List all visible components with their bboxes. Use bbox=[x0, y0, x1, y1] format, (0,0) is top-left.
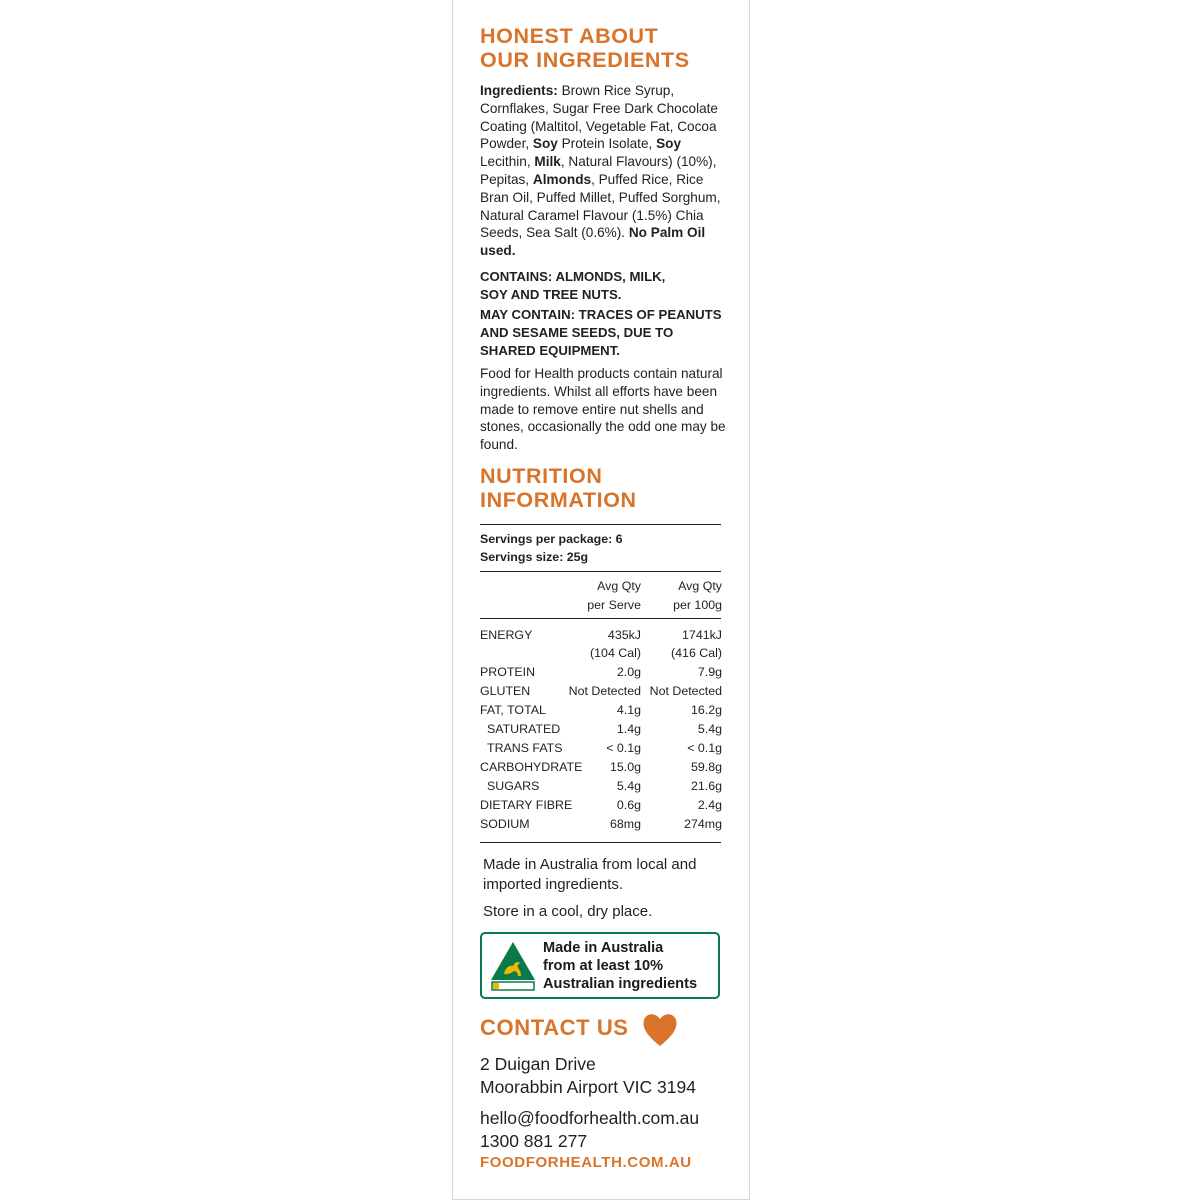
ingredient-text: Lecithin, bbox=[480, 154, 535, 170]
divider bbox=[480, 571, 721, 572]
ingredients-heading-line1: HONEST ABOUT bbox=[480, 24, 659, 48]
nutrient-name: PROTEIN bbox=[480, 665, 536, 679]
nutrient-per-serve: 4.1g bbox=[616, 703, 641, 717]
ingredient-bold-term: Ingredients: bbox=[480, 83, 558, 98]
nutrient-name: DIETARY FIBRE bbox=[480, 798, 573, 812]
ingredient-bold-term: Soy bbox=[532, 136, 558, 152]
phone-number[interactable]: 1300 881 277 bbox=[480, 1131, 588, 1151]
nutrition-heading-line1: NUTRITION bbox=[480, 464, 603, 488]
ingredient-bold-term: No Palm Oil used. bbox=[480, 225, 706, 259]
address-line2: Moorabbin Airport VIC 3194 bbox=[480, 1077, 696, 1097]
label-panel bbox=[452, 0, 750, 1200]
nutrient-name: ENERGY bbox=[480, 628, 533, 642]
nutrient-name: CARBOHYDRATE bbox=[480, 760, 583, 774]
nutrient-per-100g: 59.8g bbox=[690, 760, 722, 774]
nutrient-per-serve: 68mg bbox=[610, 817, 641, 831]
address-line1: 2 Duigan Drive bbox=[480, 1054, 596, 1074]
allergen-may-contain: MAY CONTAIN: TRACES OF PEANUTS AND SESAME SEEDS, DUE TO SHARED EQUIPMENT. bbox=[480, 307, 722, 358]
contact-heading: CONTACT US bbox=[480, 1015, 629, 1040]
nutrition-heading-line2: INFORMATION bbox=[480, 488, 637, 512]
ingredients-list bbox=[480, 82, 728, 260]
nutrient-per-100g: 2.4g bbox=[697, 798, 722, 812]
column-header-per-100g bbox=[673, 577, 722, 615]
address bbox=[480, 1053, 728, 1099]
nutrient-per-serve: 0.6g bbox=[616, 798, 641, 812]
contact-details bbox=[480, 1107, 728, 1153]
column-header-per-serve bbox=[587, 577, 641, 615]
nutrient-per-100g: 1741kJ bbox=[682, 628, 722, 642]
nutrient-per-100g: < 0.1g bbox=[687, 741, 722, 755]
nutrient-per-100g: Not Detected bbox=[649, 684, 722, 698]
serving-size: Servings size: 25g bbox=[480, 550, 589, 564]
kangaroo-triangle-icon bbox=[490, 940, 536, 992]
nutrient-name: SUGARS bbox=[487, 779, 540, 793]
ingredient-text: , Puffed Rice, Rice Bran Oil, Puffed Millet, Puffed Sorghum, Natural Caramel Flavour (1.5%) Chia Seeds, Sea Salt (0.6%). bbox=[480, 171, 721, 241]
contact-heading-row bbox=[480, 1016, 728, 1046]
nutrient-per-100g: 16.2g bbox=[690, 703, 722, 717]
nutrient-per-serve-cal: (104 Cal) bbox=[590, 646, 641, 660]
nutrient-per-serve: 5.4g bbox=[616, 779, 641, 793]
nutrition-heading bbox=[480, 464, 728, 512]
badge-text: Made in Australia from at least 10% Australian ingredients bbox=[543, 940, 698, 992]
email-link[interactable]: hello@foodforhealth.com.au bbox=[480, 1108, 700, 1128]
col-serve-line1: Avg Qty bbox=[597, 579, 641, 593]
nutrient-name: SODIUM bbox=[480, 817, 530, 831]
ingredient-bold-term: Soy bbox=[656, 136, 682, 152]
divider bbox=[480, 618, 721, 619]
nutrient-per-100g: 21.6g bbox=[690, 779, 722, 793]
servings-per-package: Servings per package: 6 bbox=[480, 532, 623, 546]
nutrient-per-serve: 2.0g bbox=[616, 665, 641, 679]
nutrient-per-serve: 1.4g bbox=[616, 722, 641, 736]
allergen-contains: CONTAINS: ALMONDS, MILK, SOY AND TREE NUTS. bbox=[480, 269, 666, 302]
made-in-australia-badge bbox=[480, 932, 720, 999]
nutrient-per-100g-cal: (416 Cal) bbox=[671, 646, 722, 660]
nutrient-per-100g: 5.4g bbox=[697, 722, 722, 736]
divider bbox=[480, 842, 721, 843]
col-100-line2: per 100g bbox=[673, 598, 722, 612]
nutrient-per-serve: 435kJ bbox=[607, 628, 641, 642]
nut-disclaimer: Food for Health products contain natural ingredients. Whilst all efforts have been made to remove entire nut shells and stones, occasionally the odd one may be found. bbox=[480, 366, 726, 453]
ingredients-heading bbox=[480, 24, 728, 72]
website-link[interactable]: FOODFORHEALTH.COM.AU bbox=[480, 1154, 692, 1171]
nutrient-per-serve: < 0.1g bbox=[606, 741, 641, 755]
storage-instructions: Store in a cool, dry place. bbox=[483, 903, 653, 920]
nutrient-per-serve: Not Detected bbox=[568, 684, 641, 698]
nutrient-per-100g: 7.9g bbox=[697, 665, 722, 679]
made-in-statement: Made in Australia from local and imported ingredients. bbox=[483, 856, 697, 893]
nutrient-per-serve: 15.0g bbox=[609, 760, 641, 774]
ingredients-heading-line2: OUR INGREDIENTS bbox=[480, 48, 690, 72]
nutrient-name: FAT, TOTAL bbox=[480, 703, 546, 717]
ingredient-text: , Natural Flavours) (10%), Pepitas, bbox=[480, 154, 717, 187]
heart-icon bbox=[640, 1009, 680, 1049]
nutrient-name: GLUTEN bbox=[480, 684, 531, 698]
divider bbox=[480, 524, 721, 525]
ingredient-bold-term: Almonds bbox=[532, 171, 592, 187]
ingredient-text: Brown Rice Syrup, Cornflakes, Sugar Free Dark Chocolate Coating (Maltitol, Vegetable Fat, Cocoa Powder, bbox=[480, 83, 718, 152]
nutrient-name: TRANS FATS bbox=[487, 741, 563, 755]
nutrient-name: SATURATED bbox=[487, 722, 561, 736]
ingredient-text: Protein Isolate, bbox=[557, 136, 657, 152]
ingredient-bold-term: Milk bbox=[534, 154, 561, 170]
col-100-line1: Avg Qty bbox=[678, 579, 722, 593]
col-serve-line2: per Serve bbox=[587, 598, 641, 612]
nutrient-per-100g: 274mg bbox=[684, 817, 722, 831]
